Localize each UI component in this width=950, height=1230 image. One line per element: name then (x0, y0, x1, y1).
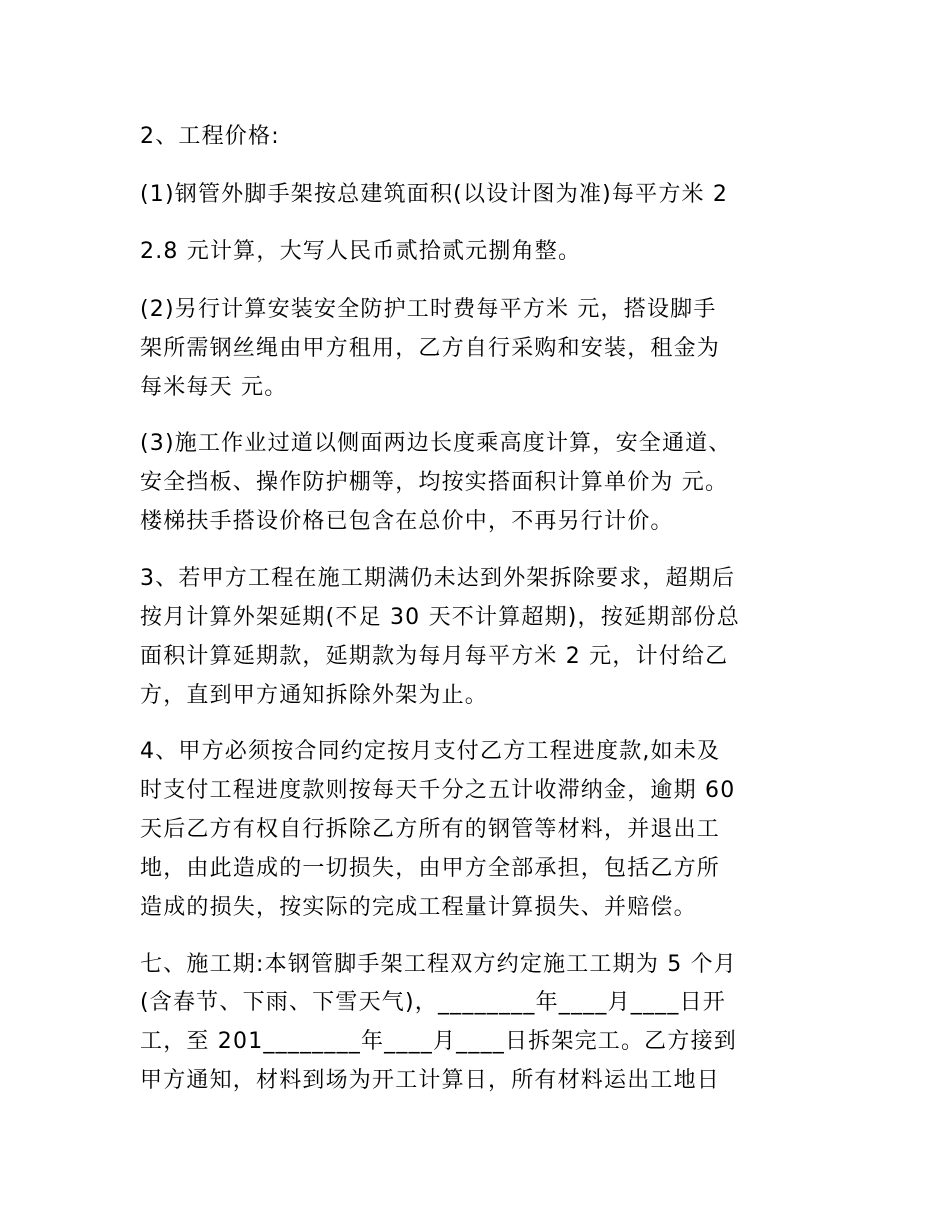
text-line: 造成的损失，按实际的完成工程量计算损失、并赔偿。 (140, 895, 697, 920)
text-line: 2.8 元计算，大写人民币贰拾贰元捌角整。 (140, 239, 582, 264)
text-line: 七、施工期:本钢管脚手架工程双方约定施工工期为 5 个月 (140, 952, 737, 977)
text-line: 架所需钢丝绳由甲方租用，乙方自行采购和安装，租金为 (140, 336, 721, 361)
text-line: (1)钢管外脚手架按总建筑面积(以设计图为准)每平方米 2 (140, 182, 729, 207)
text-line: 天后乙方有权自行拆除乙方所有的钢管等材料，并退出工 (140, 817, 721, 842)
text-line: 按月计算外架延期(不足 30 天不计算超期)，按延期部份总 (140, 605, 740, 630)
text-line: (2)另行计算安装安全防护工时费每平方米 元，搭设脚手 (140, 297, 717, 322)
text-line: 2、工程价格: (140, 124, 280, 149)
text-line: 地，由此造成的一切损失，由甲方全部承担，包括乙方所 (140, 856, 721, 881)
text-line: 楼梯扶手搭设价格已包含在总价中，不再另行计价。 (140, 509, 674, 534)
text-line: 每米每天 元。 (140, 375, 288, 400)
text-line: 安全挡板、操作防护棚等，均按实搭面积计算单价为 元。 (140, 470, 729, 495)
text-line: 时支付工程进度款则按每天千分之五计收滞纳金，逾期 60 (140, 778, 736, 803)
text-line: 方，直到甲方通知拆除外架为止。 (140, 683, 489, 708)
text-line: 4、甲方必须按合同约定按月支付乙方工程进度款,如未及 (140, 739, 721, 764)
text-line: 甲方通知，材料到场为开工计算日，所有材料运出工地日 (140, 1068, 721, 1093)
text-line: 工，至 201________年____月____日拆架完工。乙方接到 (140, 1029, 737, 1054)
text-line: (3)施工作业过道以侧面两边长度乘高度计算，安全通道、 (140, 431, 732, 456)
text-line: (含春节、下雨、下雪天气)，________年____月____日开 (140, 990, 726, 1015)
text-line: 面积计算延期款，延期款为每月每平方米 2 元，计付给乙 (140, 644, 729, 669)
text-line: 3、若甲方工程在施工期满仍未达到外架拆除要求，超期后 (140, 566, 736, 591)
